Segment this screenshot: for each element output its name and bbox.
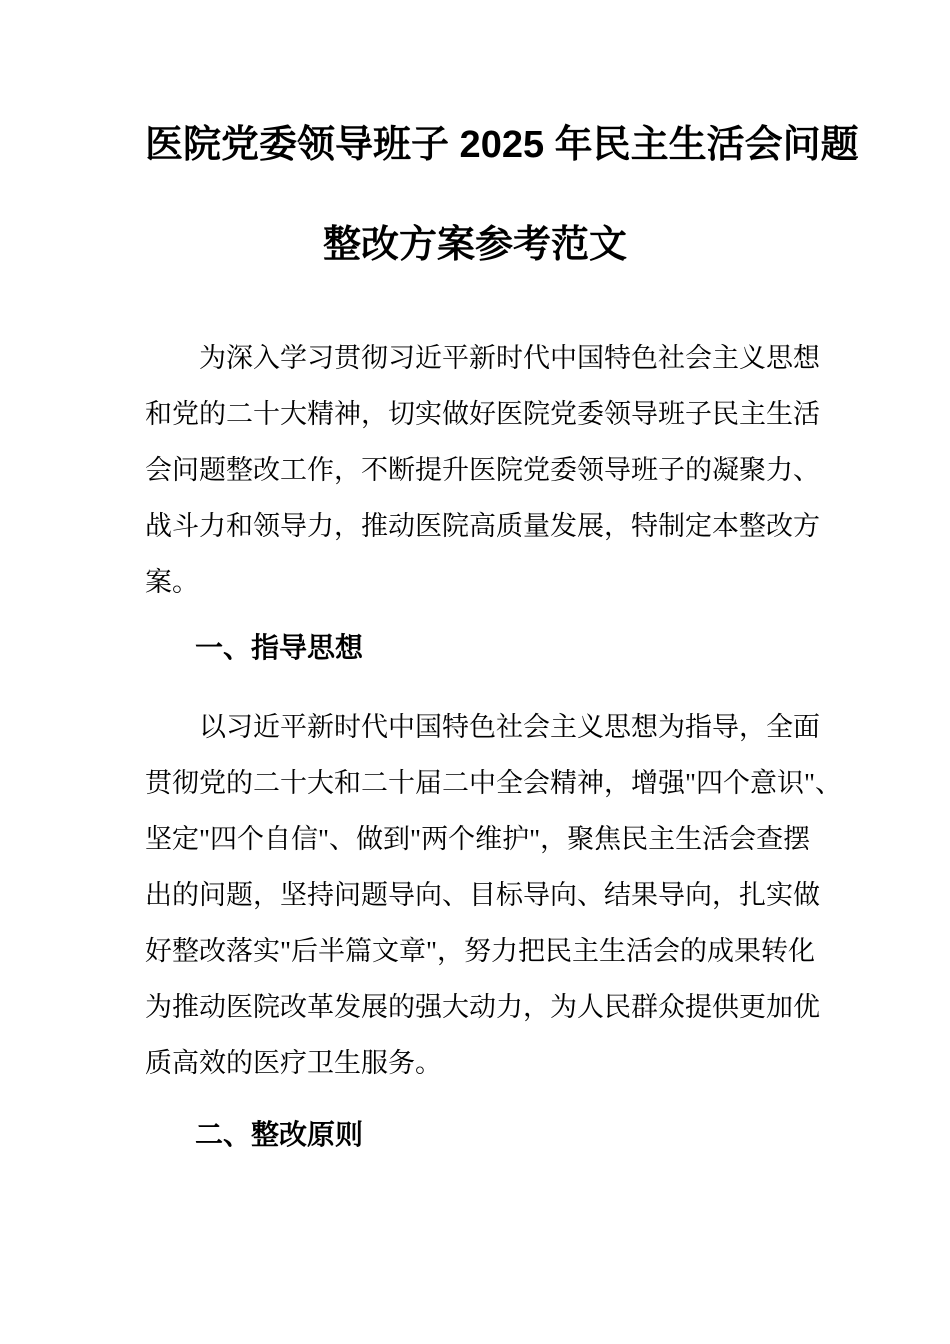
text-line: 以习近平新时代中国特色社会主义思想为指导，全面: [199, 712, 820, 742]
text-line: 质高效的医疗卫生服务。: [145, 1048, 442, 1078]
text-line: 为深入学习贯彻习近平新时代中国特色社会主义思想: [199, 343, 820, 373]
document-title: [145, 95, 859, 295]
title-line-1: 医院党委领导班子 2025 年民主生活会问题: [145, 124, 859, 166]
text-line: 案。: [145, 567, 199, 597]
text-line: 出的问题，坚持问题导向、目标导向、结果导向，扎实做: [145, 880, 820, 910]
text-line: 和党的二十大精神，切实做好医院党委领导班子民主生活: [145, 399, 820, 429]
section-heading-rectification-principles: 二、整改原则: [195, 1119, 364, 1150]
intro-paragraph: [145, 330, 820, 610]
text-line: 为推动医院改革发展的强大动力，为人民群众提供更加优: [145, 992, 820, 1022]
text-line: 坚定"四个自信"、做到"两个维护"，聚焦民主生活会查摆: [145, 824, 811, 854]
section-1-paragraph: [145, 699, 843, 1091]
text-line: 战斗力和领导力，推动医院高质量发展，特制定本整改方: [145, 511, 820, 541]
text-line: 会问题整改工作，不断提升医院党委领导班子的凝聚力、: [145, 455, 820, 485]
text-line: 贯彻党的二十大和二十届二中全会精神，增强"四个意识"、: [145, 768, 843, 798]
title-line-2: 整改方案参考范文: [322, 224, 627, 266]
text-line: 好整改落实"后半篇文章"，努力把民主生活会的成果转化: [145, 936, 816, 966]
section-heading-guiding-ideology: 一、指导思想: [195, 632, 364, 663]
